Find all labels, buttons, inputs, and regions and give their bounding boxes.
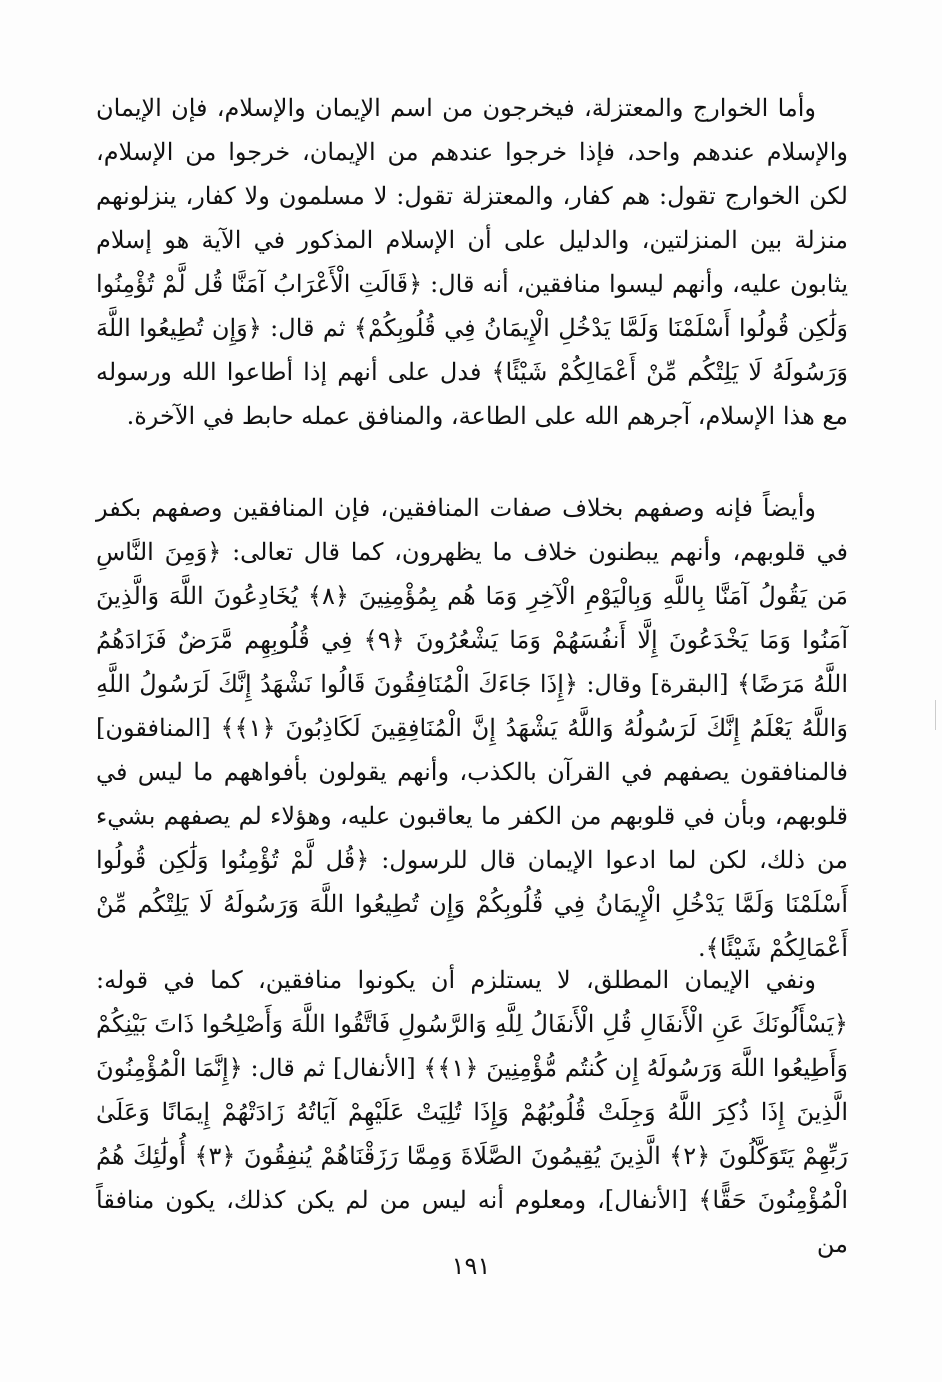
paragraph-text: وأما الخوارج والمعتزلة، فيخرجون من اسم الإيمان والإسلام، فإن الإيمان والإسلام عندهم واحد، فإذا خرجوا عندهم من الإيمان، خرجوا من الإسلام، لكن الخوارج تقول: هم كفار، والمعتزلة تقول: لا مسلمون ولا كفار، ينزلونهم منزلة بين المنزلتين، والدليل على أن الإسلام المذكور في الآية هو إسلام يثابون عليه، وأنهم ليسوا منافقين، أنه قال: ﴿قَالَتِ الْأَعْرَابُ آمَنَّا قُل لَّمْ تُؤْمِنُوا وَلَٰكِن قُولُوا أَسْلَمْنَا وَلَمَّا يَدْخُلِ الْإِيمَانُ فِي قُلُوبِكُمْ﴾ ثم قال: ﴿وَإِن تُطِيعُوا اللَّهَ وَرَسُولَهُ لَا يَلِتْكُم مِّنْ أَعْمَالِكُمْ شَيْئًا﴾ فدل على أنهم إذا أطاعوا الله ورسوله مع هذا الإسلام، آجرهم الله على الطاعة، والمنافق عمله حابط في الآخرة. xyxy=(96,94,848,430)
paragraph-kharijites-mutazila xyxy=(96,86,848,438)
page-number: ١٩١ xyxy=(451,1252,491,1280)
paragraph-absolute-faith xyxy=(96,958,848,1266)
scan-edge-mark xyxy=(935,700,936,730)
paragraph-text: ونفي الإيمان المطلق، لا يستلزم أن يكونوا منافقين، كما في قوله: ﴿يَسْأَلُونَكَ عَنِ الْأَنفَالِ قُلِ الْأَنفَالُ لِلَّهِ وَالرَّسُولِ فَاتَّقُوا اللَّهَ وَأَصْلِحُوا ذَاتَ بَيْنِكُمْ وَأَطِيعُوا اللَّهَ وَرَسُولَهُ إِن كُنتُم مُّؤْمِنِينَ ﴿١﴾﴾ [الأنفال] ثم قال: ﴿إِنَّمَا الْمُؤْمِنُونَ الَّذِينَ إِذَا ذُكِرَ اللَّهُ وَجِلَتْ قُلُوبُهُمْ وَإِذَا تُلِيَتْ عَلَيْهِمْ آيَاتُهُ زَادَتْهُمْ إِيمَانًا وَعَلَىٰ رَبِّهِمْ يَتَوَكَّلُونَ ﴿٢﴾ الَّذِينَ يُقِيمُونَ الصَّلَاةَ وَمِمَّا رَزَقْنَاهُمْ يُنفِقُونَ ﴿٣﴾ أُولَٰئِكَ هُمُ الْمُؤْمِنُونَ حَقًّا﴾ [الأنفال]، ومعلوم أنه ليس من لم يكن كذلك، يكون منافقاً من xyxy=(96,966,849,1258)
paragraph-hypocrites-description xyxy=(96,486,848,970)
paragraph-text: وأيضاً فإنه وصفهم بخلاف صفات المنافقين، فإن المنافقين وصفهم بكفر في قلوبهم، وأنهم يبطنون خلاف ما يظهرون، كما قال تعالى: ﴿وَمِنَ النَّاسِ مَن يَقُولُ آمَنَّا بِاللَّهِ وَبِالْيَوْمِ الْآخِرِ وَمَا هُم بِمُؤْمِنِينَ ﴿٨﴾ يُخَادِعُونَ اللَّهَ وَالَّذِينَ آمَنُوا وَمَا يَخْدَعُونَ إِلَّا أَنفُسَهُمْ وَمَا يَشْعُرُونَ ﴿٩﴾ فِي قُلُوبِهِم مَّرَضٌ فَزَادَهُمُ اللَّهُ مَرَضًا﴾ [البقرة] وقال: ﴿إِذَا جَاءَكَ الْمُنَافِقُونَ قَالُوا نَشْهَدُ إِنَّكَ لَرَسُولُ اللَّهِ وَاللَّهُ يَعْلَمُ إِنَّكَ لَرَسُولُهُ وَاللَّهُ يَشْهَدُ إِنَّ الْمُنَافِقِينَ لَكَاذِبُونَ ﴿١﴾﴾ [المنافقون] فالمنافقون يصفهم في القرآن بالكذب، وأنهم يقولون بأفواههم ما ليس في قلوبهم، وبأن في قلوبهم من الكفر ما يعاقبون عليه، وهؤلاء لم يصفهم بشيء من ذلك، لكن لما ادعوا الإيمان قال للرسول: ﴿قُل لَّمْ تُؤْمِنُوا وَلَٰكِن قُولُوا أَسْلَمْنَا وَلَمَّا يَدْخُلِ الْإِيمَانُ فِي قُلُوبِكُمْ وَإِن تُطِيعُوا اللَّهَ وَرَسُولَهُ لَا يَلِتْكُم مِّنْ أَعْمَالِكُمْ شَيْئًا﴾. xyxy=(96,494,848,962)
